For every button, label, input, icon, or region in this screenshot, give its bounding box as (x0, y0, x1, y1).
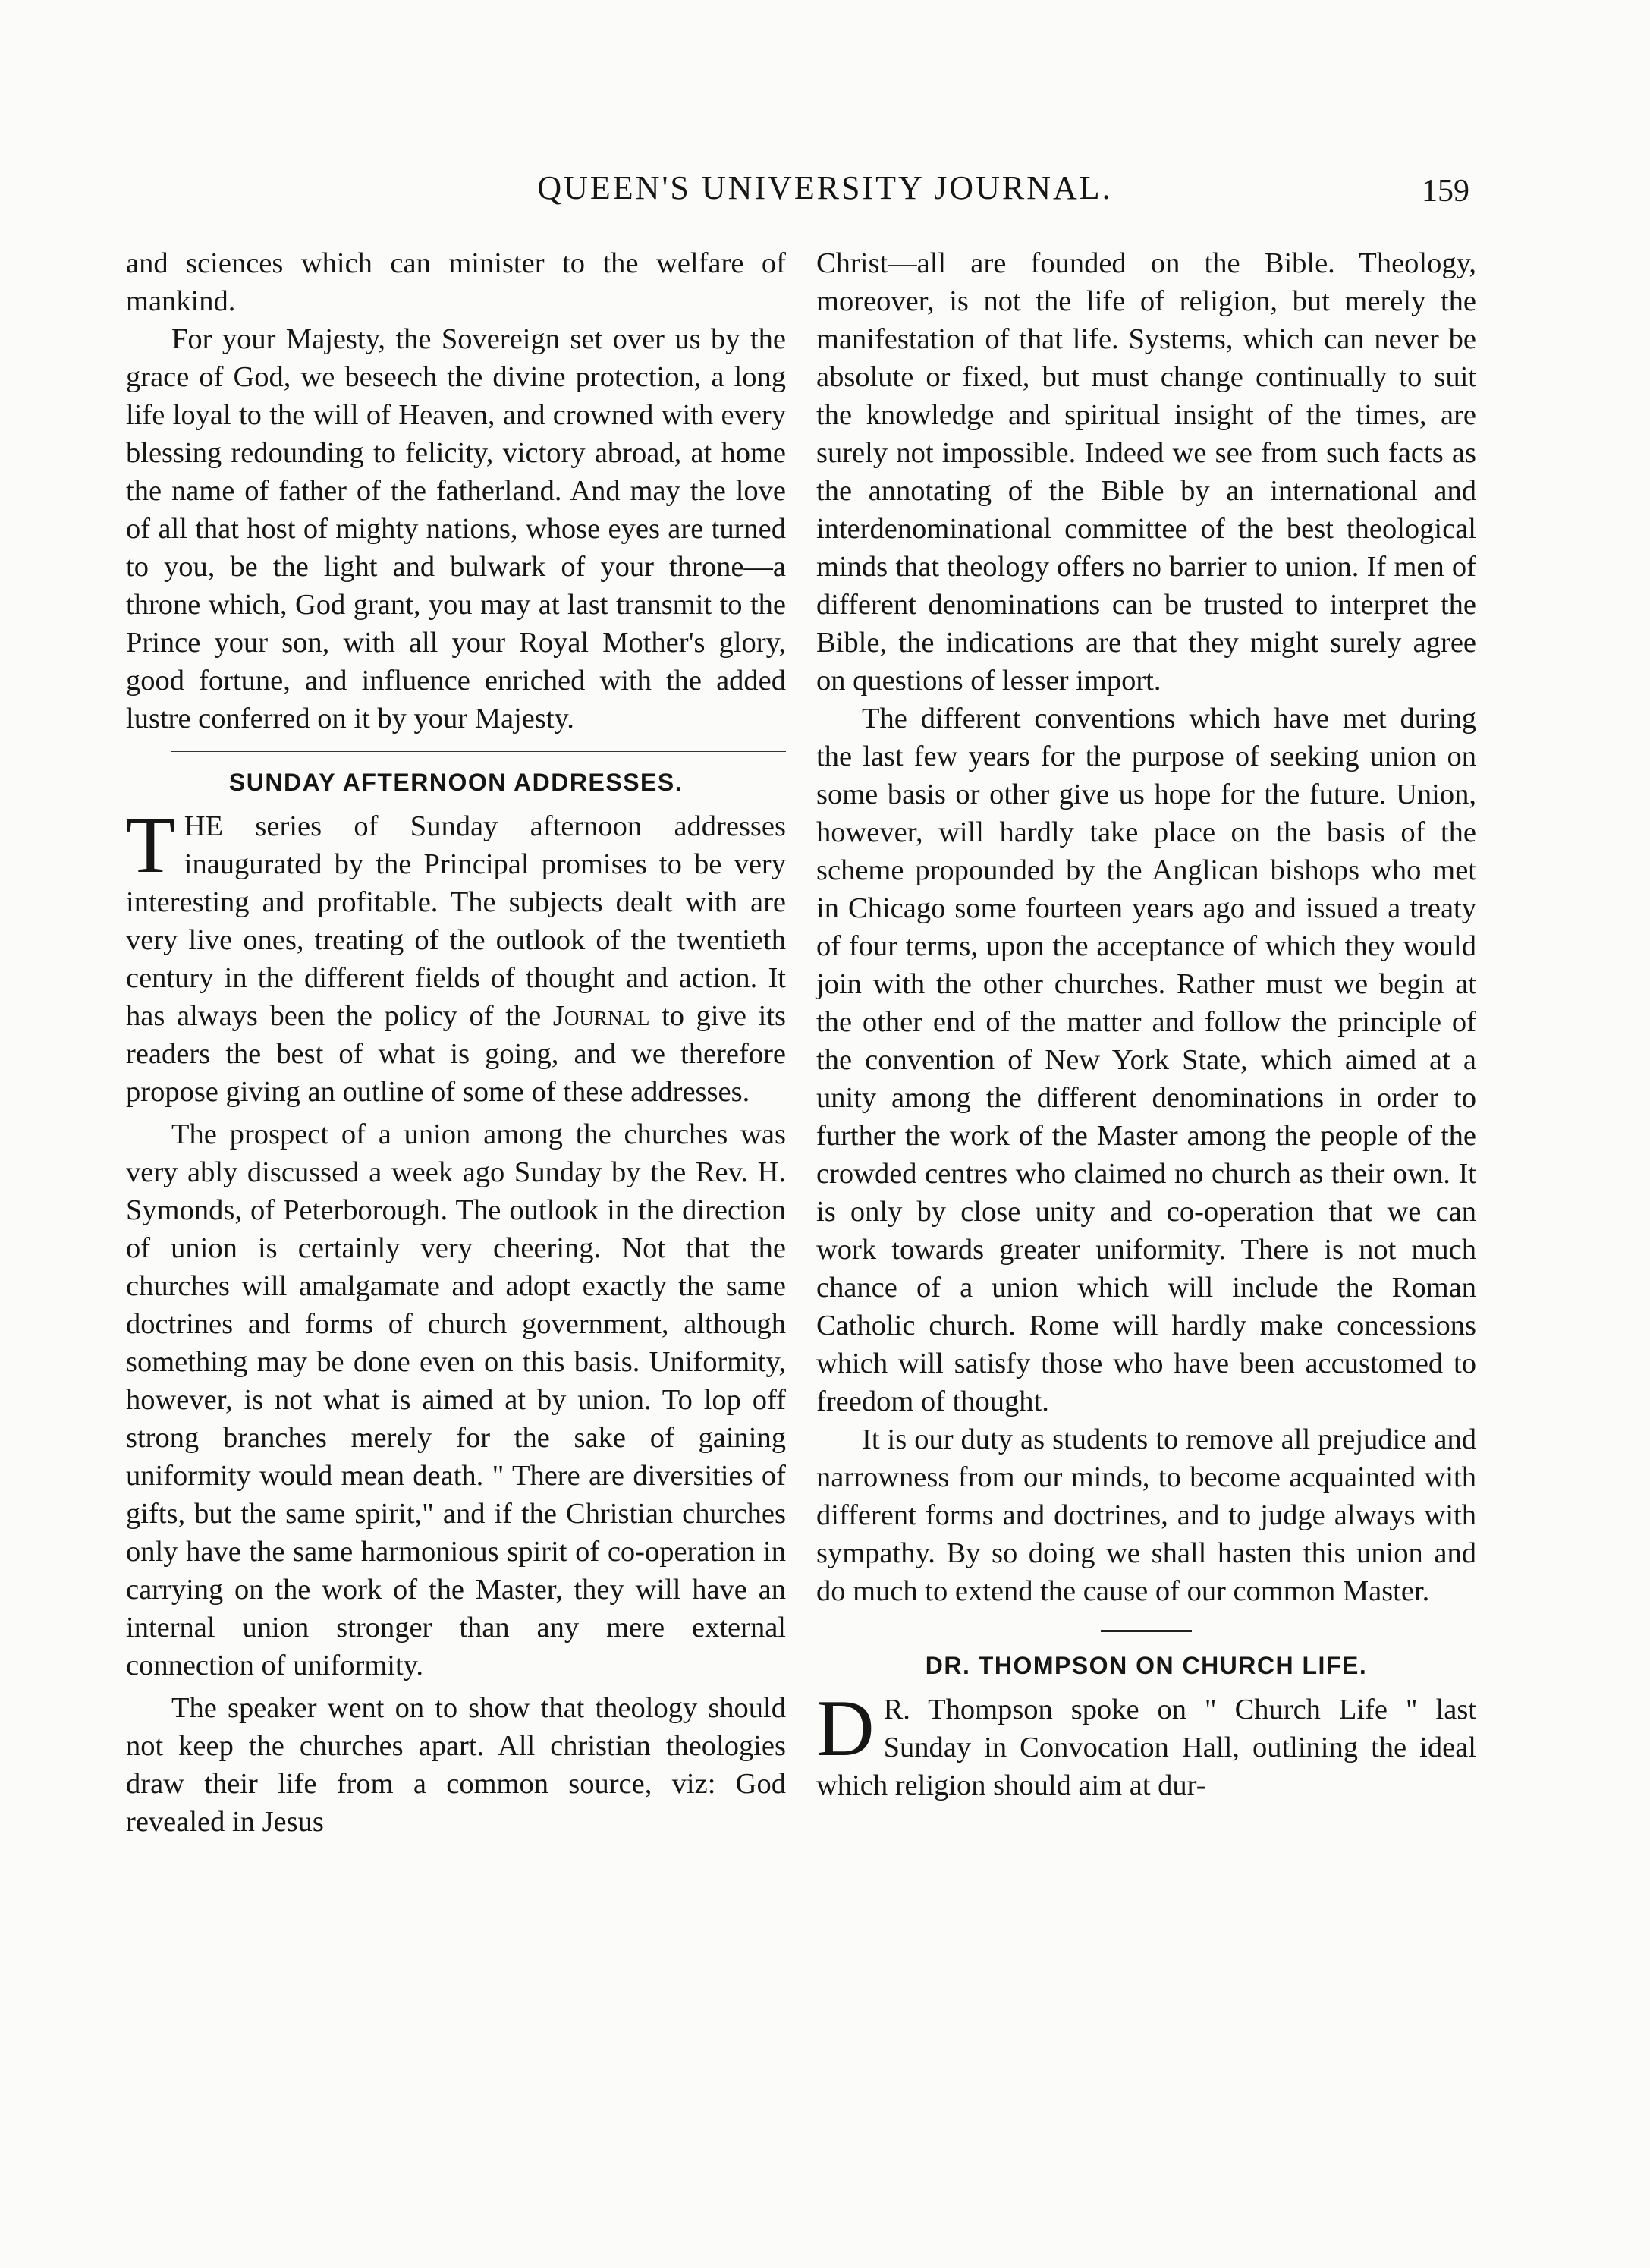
paragraph-text: R. Thompson spoke on " Church Life " last Sunday in Convocation Hall, outlining the ideal which religion should aim at dur- (816, 1694, 1476, 1801)
running-title: QUEEN'S UNIVERSITY JOURNAL. (537, 169, 1113, 206)
section-divider (171, 751, 786, 753)
paragraph-theology: The speaker went on to show that theology should not keep the churches apart. All christian theologies draw their life from a common source, viz: God revealed in Jesus (126, 1692, 786, 1838)
paragraph-text: to give its readers the best of what is going, and we therefore propose giving an outline of some of these addresses. (126, 1000, 787, 1108)
paragraph-conventions: The different conventions which have met during the last few years for the purpose of seeking union on some basis or other give us hope for the future. Union, however, will hardly take place on the basis of the scheme propounded by the Anglican bishops who met in Chicago some fourteen years ago and issued a treaty of four terms, upon the acceptance of which they would join with the other churches. Rather must we begin at the other end of the matter and follow the principle of the convention of New York State, which aimed at a unity among the different denominations in order to further the work of the Master among the people of the crowded centres who claimed no church as their own. It is only by close unity and co-operation that we can work towards greater uniformity. There is not much chance of a union which will include the Roman Catholic church. Rome will hardly make concessions which will satisfy those who have been accustomed to freedom of thought. (816, 703, 1476, 1417)
drop-cap: T (126, 801, 175, 889)
paragraph-union-prospect: The prospect of a union among the churches was very ably discussed a week ago Sunday by the Rev. H. Symonds, of Peterborough. The outlook in the direction of union is certainly very cheering. Not that the churches will amalgamate and adopt exactly the same doctrines and forms of church government, although something may be done even on this basis. Uniformity, however, is not what is aimed at by union. To lop off strong branches merely for the sake of gaining uniformity would mean death. " There are diversities of gifts, but the same spirit," and if the Christian churches only have the same harmonious spirit of co-operation in carrying on the work of the Master, they will have an internal union stronger than any mere external connection of uniformity. (126, 1118, 786, 1681)
section-heading-sunday-addresses: SUNDAY AFTERNOON ADDRESSES. (228, 769, 684, 796)
section-heading-church-life: DR. THOMPSON ON CHURCH LIFE. (925, 1652, 1368, 1679)
paragraph-text: HE series of Sunday afternoon addresses inaugurated by the Principal promises to be very interesting and profitable. The subjects dealt with are very live ones, treating of the outlook of the twentieth century in the different fields of thought and action. It has always been the policy of the (126, 810, 786, 1032)
journal-name: Journal (552, 1000, 650, 1032)
paragraph-sunday-intro (126, 801, 787, 1111)
page-number: 159 (1422, 174, 1469, 209)
page-header (0, 168, 1650, 214)
right-column (816, 244, 1476, 1804)
paragraph-continued: and sciences which can minister to the welfare of mankind. (126, 247, 786, 317)
section-divider (1101, 1630, 1192, 1632)
paragraph-address-sovereign: For your Majesty, the Sovereign set over us by the grace of God, we beseech the divine protection, a long life loyal to the will of Heaven, and crowned with every blessing redounding to felicity, victory abroad, at home the name of father of the fatherland. And may the love of all that host of mighty nations, whose eyes are turned to you, be the light and bulwark of your throne—a throne which, God grant, you may at last transmit to the Prince your son, with all your Royal Mother's glory, good fortune, and influence enriched with the added lustre conferred on it by your Majesty. (126, 323, 786, 735)
drop-cap: D (816, 1684, 875, 1773)
paragraph-theology-continued: Christ—all are founded on the Bible. Theology, moreover, is not the life of religion, but merely the manifestation of that life. Systems, which can never be absolute or fixed, but must change continually to suit the knowledge and spiritual insight of the times, are surely not impossible. Indeed we see from such facts as the annotating of the Bible by an international and interdenominational committee of the best theological minds that theology offers no barrier to union. If men of different denominations can be trusted to interpret the Bible, the indications are that they might surely agree on questions of lesser import. (816, 247, 1476, 697)
paragraph-student-duty: It is our duty as students to remove all prejudice and narrowness from our minds, to become acquainted with different forms and doctrines, and to judge always with sympathy. By so doing we shall hasten this union and do much to extend the cause of our common Master. (816, 1423, 1476, 1607)
paragraph-thompson (816, 1684, 1476, 1804)
left-column (126, 244, 786, 1841)
